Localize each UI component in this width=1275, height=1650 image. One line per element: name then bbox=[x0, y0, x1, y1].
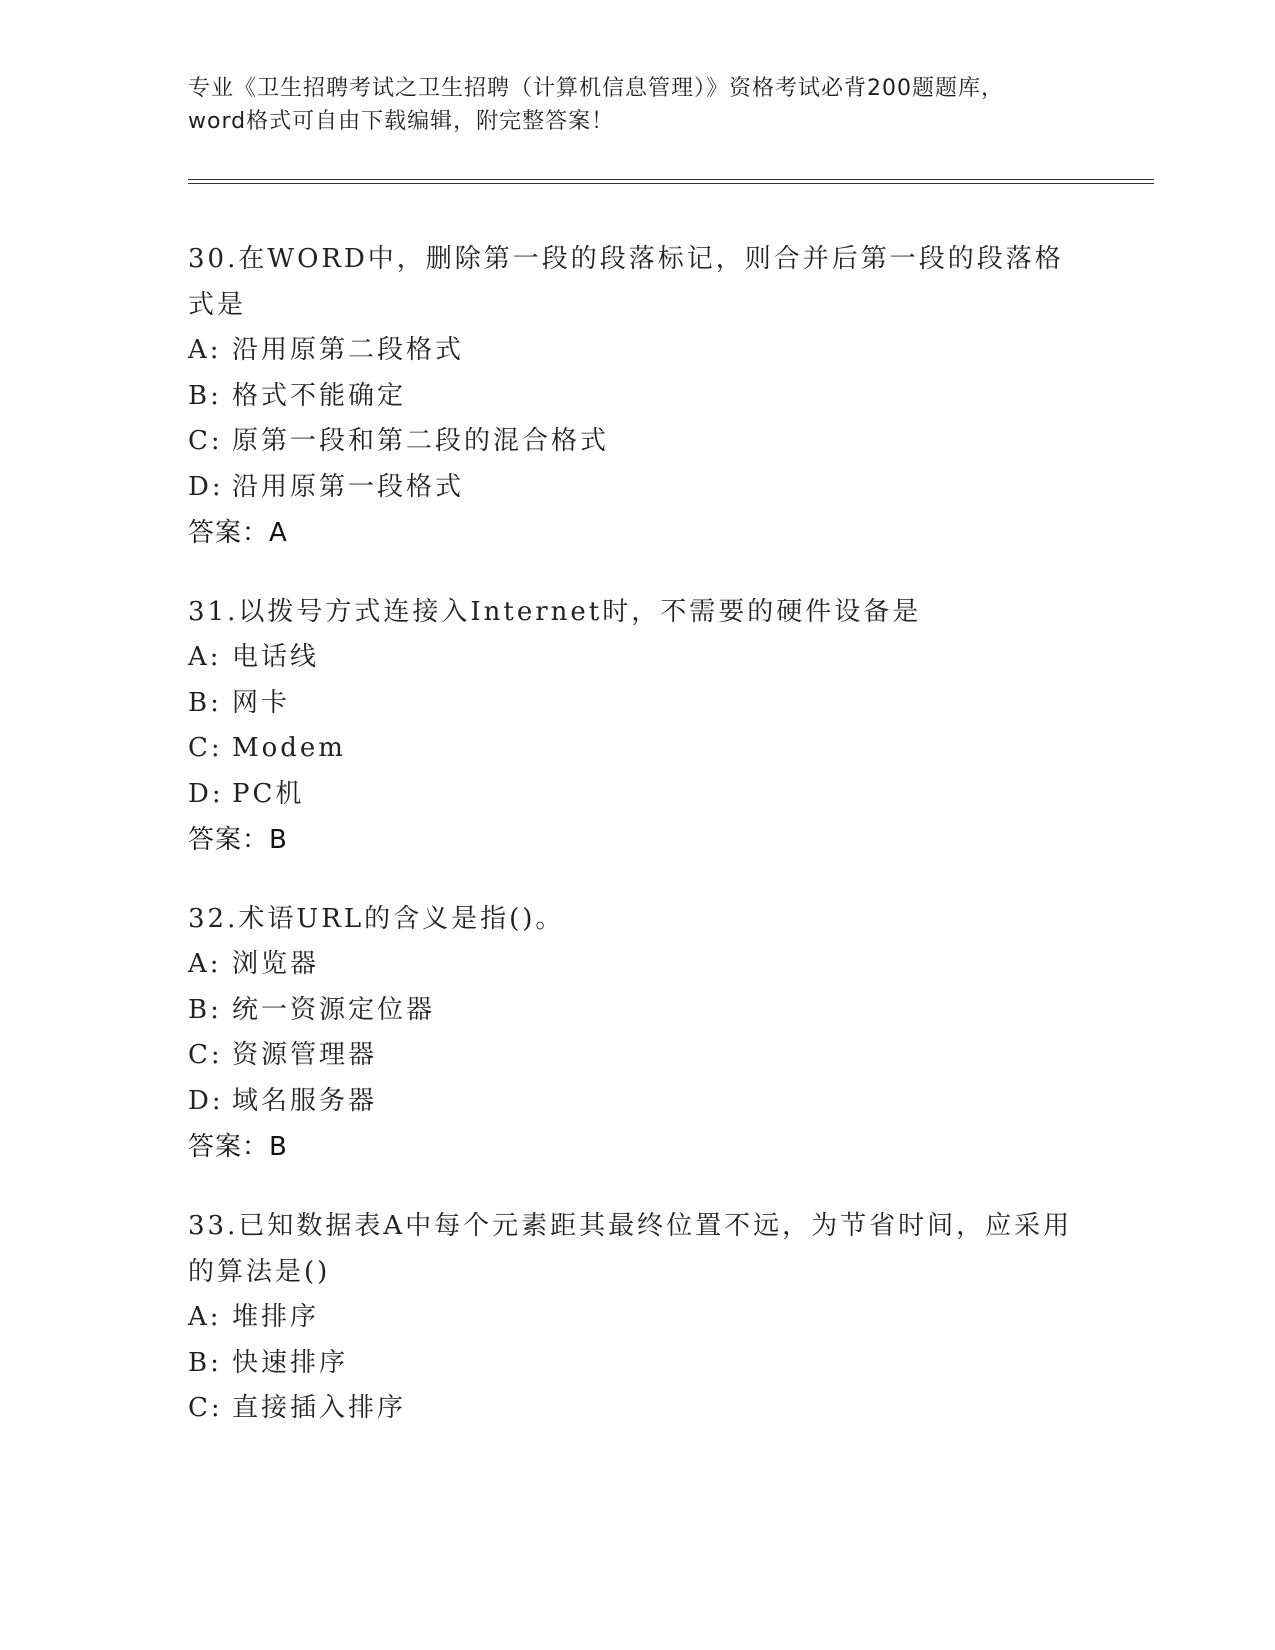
option-letter: C: bbox=[188, 426, 223, 456]
option-letter: A: bbox=[188, 949, 222, 979]
option-c bbox=[188, 1386, 1088, 1432]
option-letter: D: bbox=[188, 1085, 224, 1116]
option-text: 堆排序 bbox=[232, 1302, 320, 1332]
question-33 bbox=[188, 1203, 1088, 1432]
option-c bbox=[188, 419, 1088, 465]
option-b bbox=[188, 988, 1088, 1034]
option-text: PC机 bbox=[232, 778, 305, 809]
option-b bbox=[188, 374, 1088, 420]
question-30 bbox=[188, 236, 1088, 556]
answer-line: 答案：B bbox=[188, 1132, 288, 1162]
option-c bbox=[188, 726, 1088, 772]
option-text: 沿用原第二段格式 bbox=[232, 335, 465, 365]
option-text: 统一资源定位器 bbox=[232, 994, 436, 1025]
option-letter: B: bbox=[188, 1347, 222, 1378]
header-line-1: 专业《卫生招聘考试之卫生招聘（计算机信息管理）》资格考试必背200题题库， bbox=[188, 76, 1004, 101]
option-text: 快速排序 bbox=[232, 1347, 349, 1378]
option-c bbox=[188, 1033, 1088, 1079]
question-31 bbox=[188, 589, 1088, 863]
option-d bbox=[188, 1079, 1088, 1125]
option-text: 沿用原第一段格式 bbox=[232, 471, 465, 502]
question-text: 33.已知数据表A中每个元素距其最终位置不远，为节省时间，应采用的算法是() bbox=[188, 1211, 1073, 1287]
document-header bbox=[188, 72, 1088, 138]
option-letter: C: bbox=[188, 1393, 223, 1423]
option-a bbox=[188, 1295, 1088, 1341]
option-letter: A: bbox=[188, 642, 222, 672]
header-divider-bottom bbox=[188, 183, 1154, 184]
option-text: 直接插入排序 bbox=[232, 1393, 407, 1423]
option-text: 网卡 bbox=[232, 687, 291, 718]
header-divider-top bbox=[188, 179, 1154, 180]
option-text: 浏览器 bbox=[232, 949, 320, 979]
option-letter: B: bbox=[188, 994, 222, 1025]
option-letter: C: bbox=[188, 733, 223, 763]
option-text: 原第一段和第二段的混合格式 bbox=[232, 426, 610, 456]
question-list bbox=[188, 236, 1088, 1465]
option-d bbox=[188, 772, 1088, 818]
option-text: 电话线 bbox=[232, 642, 320, 672]
option-text: 格式不能确定 bbox=[232, 380, 407, 411]
option-text: Modem bbox=[232, 733, 346, 763]
question-text: 32.术语URL的含义是指()。 bbox=[188, 904, 565, 934]
option-text: 资源管理器 bbox=[232, 1040, 378, 1070]
question-text: 30.在WORD中，删除第一段的段落标记，则合并后第一段的段落格式是 bbox=[188, 244, 1064, 320]
option-text: 域名服务器 bbox=[232, 1085, 378, 1116]
option-letter: A: bbox=[188, 1302, 222, 1332]
option-a bbox=[188, 328, 1088, 374]
option-letter: D: bbox=[188, 471, 224, 502]
question-text: 31.以拨号方式连接入Internet时，不需要的硬件设备是 bbox=[188, 597, 922, 627]
option-a bbox=[188, 635, 1088, 681]
option-letter: B: bbox=[188, 687, 222, 718]
question-32 bbox=[188, 896, 1088, 1170]
option-b bbox=[188, 1341, 1088, 1387]
option-d bbox=[188, 465, 1088, 511]
answer-line: 答案：B bbox=[188, 825, 288, 855]
option-letter: D: bbox=[188, 778, 224, 809]
option-letter: A: bbox=[188, 335, 222, 365]
answer-line: 答案：A bbox=[188, 518, 288, 548]
option-b bbox=[188, 681, 1088, 727]
option-letter: C: bbox=[188, 1040, 223, 1070]
option-a bbox=[188, 942, 1088, 988]
header-line-2: word格式可自由下载编辑，附完整答案！ bbox=[188, 109, 615, 134]
option-letter: B: bbox=[188, 380, 222, 411]
